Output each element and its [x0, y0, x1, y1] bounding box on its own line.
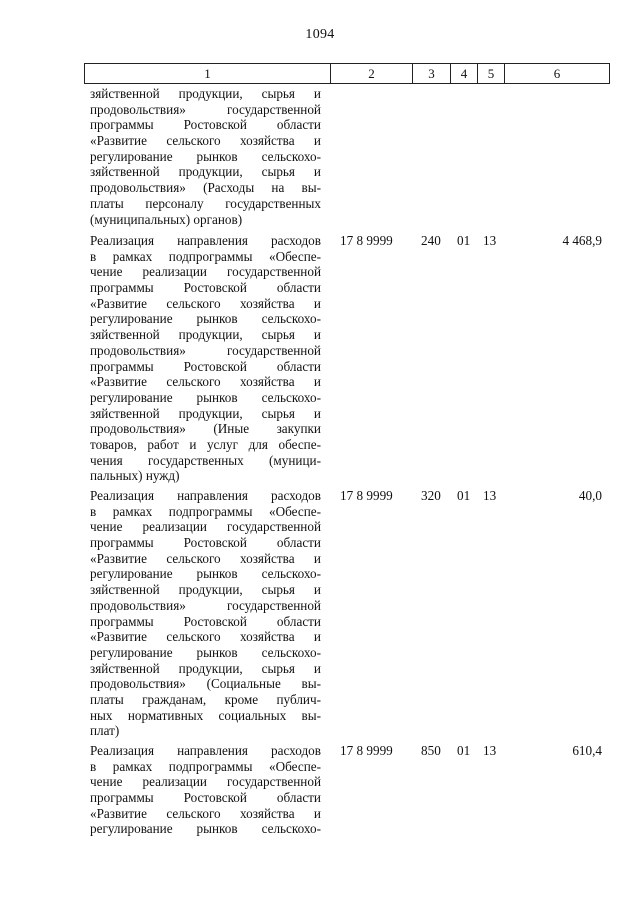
desc-line: зяйственной продукции, сырья и — [90, 86, 321, 101]
desc-line: платы гражданам, кроме публич- — [90, 691, 321, 707]
cell-sum: 610,4 — [572, 743, 602, 758]
desc-line: программы Ростовской области — [90, 535, 321, 551]
desc-line: чение реализации государственной — [90, 519, 321, 535]
desc-line: в рамках подпрограммы «Обеспе- — [90, 248, 321, 264]
desc-line: в рамках подпрограммы «Обеспе- — [90, 503, 321, 519]
desc-line: платы персоналу государственных — [90, 195, 321, 211]
cell-rz: 01 — [457, 488, 471, 503]
desc-line: программы Ростовской области — [90, 613, 321, 629]
desc-line: программы Ростовской области — [90, 358, 321, 374]
header-col-6: 6 — [504, 64, 609, 83]
desc-line: зяйственной продукции, сырья и — [90, 582, 321, 598]
desc-line: продовольствия» (Социальные вы- — [90, 676, 321, 692]
desc-line: регулирование рынков сельскохо- — [90, 566, 321, 582]
header-col-3: 3 — [412, 64, 450, 83]
desc-line: «Развитие сельского хозяйства и — [90, 374, 321, 390]
cell-vr: 240 — [421, 233, 441, 248]
desc-line: Реализация направления расходов — [90, 488, 321, 503]
cell-pr: 13 — [483, 743, 497, 758]
desc-line: регулирование рынков сельскохо- — [90, 644, 321, 660]
cell-pr: 13 — [483, 233, 497, 248]
row-description — [90, 233, 321, 484]
cell-code: 17 8 9999 — [340, 743, 393, 758]
desc-line: «Развитие сельского хозяйства и — [90, 550, 321, 566]
desc-line: зяйственной продукции, сырья и — [90, 327, 321, 343]
cell-vr: 320 — [421, 488, 441, 503]
row-description — [90, 488, 321, 739]
desc-line: продовольствия» государственной — [90, 342, 321, 358]
desc-line: программы Ростовской области — [90, 117, 321, 133]
desc-line: регулирование рынков сельскохо- — [90, 148, 321, 164]
desc-line: продовольствия» (Расходы на вы- — [90, 180, 321, 196]
cell-sum: 40,0 — [578, 488, 602, 503]
desc-line: «Развитие сельского хозяйства и — [90, 295, 321, 311]
cell-code: 17 8 9999 — [340, 488, 393, 503]
table-header — [84, 63, 610, 84]
desc-line: «Развитие сельского хозяйства и — [90, 805, 321, 821]
desc-line: пальных) нужд) — [90, 468, 180, 484]
cell-rz: 01 — [457, 233, 471, 248]
header-col-4: 4 — [450, 64, 477, 83]
desc-line: (муниципальных) органов) — [90, 211, 243, 227]
desc-line: Реализация направления расходов — [90, 233, 321, 248]
desc-line: чение реализации государственной — [90, 774, 321, 790]
desc-line: «Развитие сельского хозяйства и — [90, 133, 321, 149]
desc-line: плат) — [90, 723, 120, 739]
desc-line: товаров, работ и услуг для обеспе- — [90, 436, 321, 452]
row-description — [90, 86, 321, 227]
desc-line: чения государственных (муници- — [90, 452, 321, 468]
desc-line: регулирование рынков сельскохо- — [90, 311, 321, 327]
desc-line: чение реализации государственной — [90, 264, 321, 280]
header-col-5: 5 — [477, 64, 504, 83]
desc-line: программы Ростовской области — [90, 280, 321, 296]
desc-line: продовольствия» государственной — [90, 597, 321, 613]
header-col-1: 1 — [204, 66, 211, 81]
desc-line: Реализация направления расходов — [90, 743, 321, 758]
desc-line: ных нормативных социальных вы- — [90, 707, 321, 723]
desc-line: «Развитие сельского хозяйства и — [90, 629, 321, 645]
row-description — [90, 743, 321, 837]
page-number: 1094 — [305, 27, 335, 42]
desc-line: продовольствия» (Иные закупки — [90, 421, 321, 437]
cell-rz: 01 — [457, 743, 471, 758]
desc-line: регулирование рынков сельскохо- — [90, 821, 321, 837]
cell-vr: 850 — [421, 743, 441, 758]
cell-pr: 13 — [483, 488, 497, 503]
desc-line: регулирование рынков сельскохо- — [90, 389, 321, 405]
desc-line: в рамках подпрограммы «Обеспе- — [90, 758, 321, 774]
desc-line: зяйственной продукции, сырья и — [90, 660, 321, 676]
desc-line: зяйственной продукции, сырья и — [90, 164, 321, 180]
cell-sum: 4 468,9 — [562, 233, 602, 248]
desc-line: зяйственной продукции, сырья и — [90, 405, 321, 421]
header-col-2: 2 — [330, 64, 412, 83]
desc-line: продовольствия» государственной — [90, 101, 321, 117]
cell-code: 17 8 9999 — [340, 233, 393, 248]
desc-line: программы Ростовской области — [90, 790, 321, 806]
